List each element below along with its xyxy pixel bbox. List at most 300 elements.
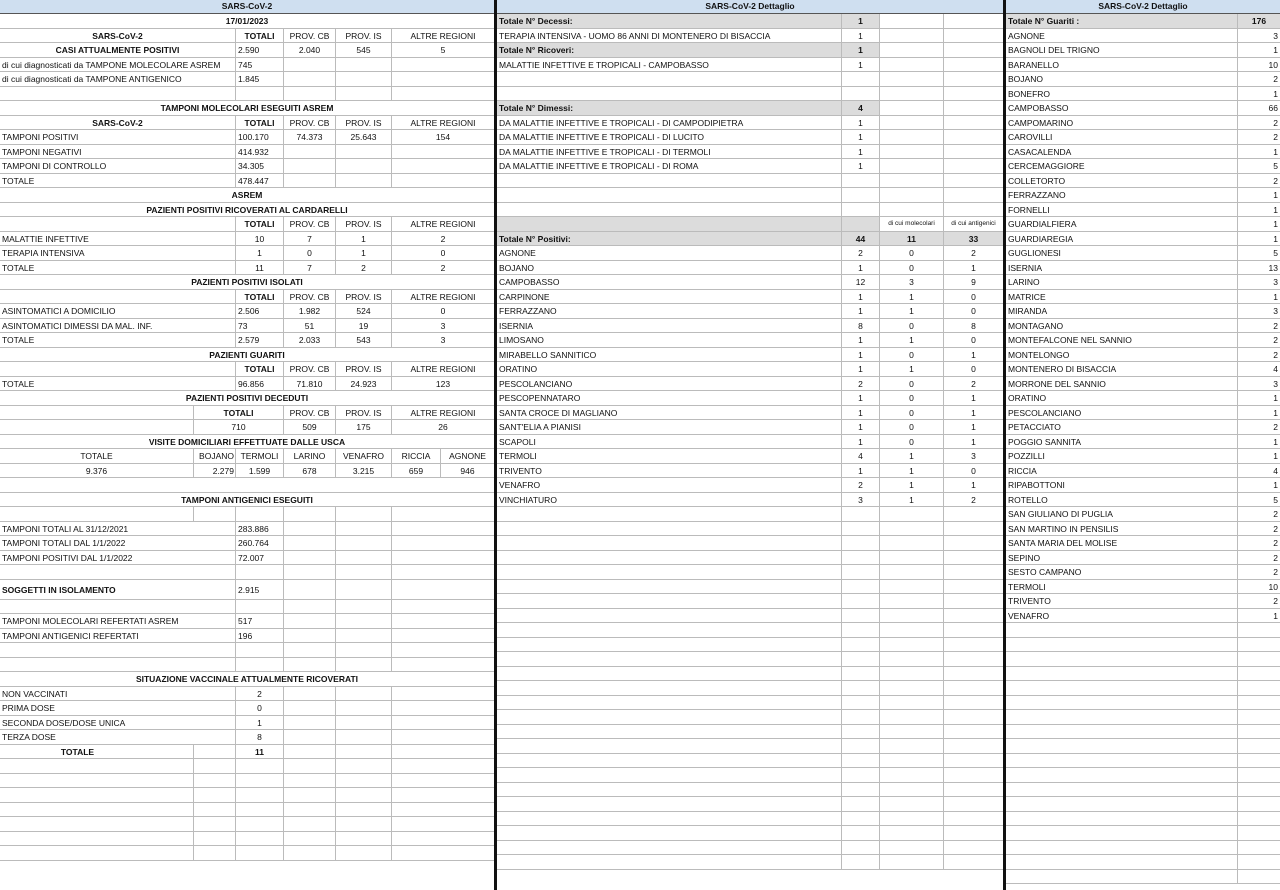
guariti-panel	[1006, 0, 1280, 890]
iso-label: ASINTOMATICI DIMESSI DA MAL. INF.	[0, 319, 236, 333]
dec-cb: 509	[284, 420, 336, 434]
empty-row	[0, 774, 494, 789]
empty-cell	[944, 638, 1003, 652]
empty-cell	[944, 580, 1003, 594]
empty-cell	[336, 774, 392, 788]
comune-label: CERCEMAGGIORE	[1006, 159, 1238, 173]
comune-val: 2	[1273, 552, 1278, 563]
empty-cell	[1238, 725, 1280, 739]
empty-cell	[1238, 681, 1280, 695]
empty-cell	[497, 609, 842, 623]
comune-val: 3	[1273, 277, 1278, 287]
empty-cell	[842, 783, 880, 797]
casi-tot: 2.590	[236, 43, 284, 57]
asrem-label: ASREM	[231, 190, 263, 200]
comune-tot: 3	[842, 493, 880, 507]
comune-tot: 1	[842, 464, 880, 478]
col-is: PROV. IS	[336, 116, 392, 130]
positivi-subheader-row	[497, 217, 1003, 232]
empty-row	[497, 623, 1003, 638]
table-row	[1006, 217, 1280, 232]
table-row	[1006, 159, 1280, 174]
tamp-ctrl-label: TAMPONI DI CONTROLLO	[0, 159, 236, 173]
empty-cell	[392, 803, 494, 817]
ric-label: TERAPIA INTENSIVA	[0, 246, 236, 260]
usca-col: VENAFRO	[336, 449, 392, 463]
empty-cell	[880, 812, 944, 826]
comune-val: 1	[1273, 451, 1278, 461]
empty-row	[0, 658, 494, 673]
comune-ant: 1	[971, 262, 976, 273]
table-row	[1006, 507, 1280, 522]
empty-row	[1006, 623, 1280, 638]
comune-label: FORNELLI	[1006, 203, 1238, 217]
ric-cb: 7	[284, 232, 336, 246]
table-row	[497, 420, 1003, 435]
col-totali: TOTALI	[236, 290, 284, 304]
table-row	[1006, 391, 1280, 406]
header-row	[0, 29, 494, 44]
comune-mol: 0	[880, 246, 944, 260]
comune-val: 3	[1273, 30, 1278, 41]
empty-cell	[944, 522, 1003, 536]
comune-label: AGNONE	[1006, 29, 1238, 43]
empty-cell	[944, 826, 1003, 840]
empty-cell	[1238, 768, 1280, 782]
ant-label: TAMPONI TOTALI AL 31/12/2021	[0, 522, 236, 536]
usca-col: TOTALE	[0, 449, 194, 463]
comune-tot: 1	[842, 406, 880, 420]
table-row	[0, 536, 494, 551]
empty-cell	[0, 774, 194, 788]
positivi-ant: 33	[968, 233, 979, 244]
col-altre: ALTRE REGIONI	[410, 219, 476, 229]
table-row	[497, 449, 1003, 464]
empty-row	[1006, 739, 1280, 754]
table-row	[1006, 130, 1280, 145]
comune-ant: 0	[971, 335, 976, 345]
table-row	[1006, 72, 1280, 87]
table-row	[0, 304, 494, 319]
ric-altre: 0	[440, 248, 446, 258]
section-title	[0, 101, 494, 116]
empty-cell	[944, 768, 1003, 782]
empty-cell	[1238, 696, 1280, 710]
empty-row	[1006, 696, 1280, 711]
tamp-tot-label: TOTALE	[0, 174, 236, 188]
empty-row	[1006, 826, 1280, 841]
col-label: SARS-CoV-2	[0, 29, 236, 43]
dimessi-item-val: 1	[842, 130, 880, 144]
col-altre: ALTRE REGIONI	[410, 117, 476, 128]
table-row	[497, 275, 1003, 290]
empty-row	[0, 803, 494, 818]
positivi-mol: 11	[880, 232, 944, 246]
col-altre: ALTRE REGIONI	[410, 407, 476, 418]
dimessi-item: DA MALATTIE INFETTIVE E TROPICALI - DI LUCITO	[497, 130, 842, 144]
empty-cell	[0, 788, 194, 802]
empty-row	[0, 643, 494, 658]
empty-cell	[497, 855, 842, 869]
empty-row	[0, 846, 494, 861]
decessi-item: TERAPIA INTENSIVA - UOMO 86 ANNI DI MONTENERO DI BISACCIA	[497, 29, 842, 43]
empty-cell	[0, 846, 194, 860]
empty-cell	[944, 594, 1003, 608]
vac-label: SECONDA DOSE/DOSE UNICA	[0, 716, 236, 730]
empty-cell	[194, 846, 236, 860]
comune-tot: 1	[842, 290, 880, 304]
comune-mol: 1	[880, 304, 944, 318]
empty-cell	[194, 803, 236, 817]
empty-cell	[1238, 841, 1280, 855]
section-title	[0, 348, 494, 363]
empty-cell	[1238, 783, 1280, 797]
casi-ant-label: di cui diagnosticati da TAMPONE ANTIGENICO	[0, 72, 236, 86]
col-molecolari: di cui molecolari	[880, 217, 944, 231]
comune-val: 2	[1273, 335, 1278, 345]
comune-label: SAN MARTINO IN PENSILIS	[1006, 522, 1238, 536]
dimessi-total-row	[497, 101, 1003, 116]
empty-cell	[497, 652, 842, 666]
section-title	[0, 275, 494, 290]
comune-val: 1	[1273, 204, 1278, 215]
empty-cell	[497, 725, 842, 739]
usca-col: BOJANO	[194, 449, 236, 463]
empty-cell	[842, 623, 880, 637]
comune-mol: 0	[880, 261, 944, 275]
empty-row	[1006, 710, 1280, 725]
empty-cell	[944, 681, 1003, 695]
comune-val: 2	[1273, 523, 1278, 534]
guariti-total-row	[1006, 14, 1280, 29]
empty-cell	[1006, 768, 1238, 782]
table-row	[0, 701, 494, 716]
comune-label: CASACALENDA	[1006, 145, 1238, 159]
iso-cb: 51	[284, 319, 336, 333]
table-row	[1006, 348, 1280, 363]
casi-ant-row	[0, 72, 494, 87]
empty-cell	[284, 832, 336, 846]
ric-label: MALATTIE INFETTIVE	[0, 232, 236, 246]
comune-tot: 1	[842, 435, 880, 449]
empty-cell	[1006, 797, 1238, 811]
empty-cell	[497, 768, 842, 782]
comune-mol: 1	[880, 449, 944, 463]
comune-mol: 0	[880, 391, 944, 405]
comune-val: 2	[1273, 538, 1278, 548]
dimessi-item: DA MALATTIE INFETTIVE E TROPICALI - DI TERMOLI	[497, 145, 842, 159]
empty-cell	[944, 667, 1003, 681]
guariti-label: Totale N° Guariti :	[1006, 14, 1238, 28]
table-row	[1006, 29, 1280, 44]
empty-cell	[842, 797, 880, 811]
empty-cell	[1238, 652, 1280, 666]
comune-label: MATRICE	[1006, 290, 1238, 304]
comune-label: GUARDIALFIERA	[1006, 217, 1238, 231]
comune-mol: 0	[880, 377, 944, 391]
empty-row	[497, 507, 1003, 522]
comune-val: 10	[1268, 581, 1278, 592]
tamp-ctrl-row	[0, 159, 494, 174]
dimessi-item: DA MALATTIE INFETTIVE E TROPICALI - DI CAMPODIPIETRA	[497, 116, 842, 130]
comune-ant: 2	[971, 494, 976, 505]
antigenici-title: TAMPONI ANTIGENICI ESEGUITI	[181, 494, 313, 505]
usca-title: VISITE DOMICILIARI EFFETTUATE DALLE USCA	[148, 436, 346, 447]
empty-row	[497, 551, 1003, 566]
empty-cell	[497, 507, 842, 521]
empty-cell	[284, 817, 336, 831]
table-row	[1006, 101, 1280, 116]
vac-tot: 2	[236, 687, 284, 701]
comune-label: GUARDIAREGIA	[1006, 232, 1238, 246]
empty-cell	[194, 832, 236, 846]
comune-label: ROTELLO	[1006, 493, 1238, 507]
empty-cell	[497, 565, 842, 579]
comune-val: 5	[1273, 161, 1278, 171]
comune-ant: 8	[971, 320, 976, 331]
comune-val: 1	[1273, 233, 1278, 244]
empty-cell	[1006, 710, 1238, 724]
empty-cell	[497, 623, 842, 637]
col-label: SARS-CoV-2	[0, 116, 236, 130]
ricoveri-item-val: 1	[842, 58, 880, 72]
empty-cell	[284, 774, 336, 788]
iso-tot: 2.579	[236, 333, 284, 347]
empty-cell	[1006, 623, 1238, 637]
table-row	[1006, 522, 1280, 537]
col-cb: PROV. CB	[284, 290, 336, 304]
empty-row	[0, 788, 494, 803]
table-row	[0, 629, 494, 644]
summary-panel	[0, 0, 494, 890]
gua-tot: 96.856	[236, 377, 284, 391]
comune-label: CAROVILLI	[1006, 130, 1238, 144]
tamp-pos-is: 25.643	[336, 130, 392, 144]
empty-cell	[497, 754, 842, 768]
casi-cb: 2.040	[284, 43, 336, 57]
table-row	[0, 246, 494, 261]
comune-label: SANT'ELIA A PIANISI	[497, 420, 842, 434]
col-cb: PROV. CB	[284, 362, 336, 376]
comune-tot: 1	[842, 333, 880, 347]
ant-tot: 283.886	[236, 522, 284, 536]
positivi-list	[497, 246, 1003, 507]
comune-label: COLLETORTO	[1006, 174, 1238, 188]
empty-cell	[944, 725, 1003, 739]
comune-label: FERRAZZANO	[497, 304, 842, 318]
empty-cell	[236, 846, 284, 860]
isolamento-tot: 2.915	[236, 580, 284, 599]
comune-label: SESTO CAMPANO	[1006, 565, 1238, 579]
comune-tot: 2	[842, 377, 880, 391]
empty-cell	[944, 565, 1003, 579]
vac-label: TERZA DOSE	[0, 730, 236, 744]
empty-cell	[1006, 638, 1238, 652]
comune-ant: 2	[971, 378, 976, 389]
empty-cell	[880, 565, 944, 579]
table-row	[497, 145, 1003, 160]
empty-row	[497, 710, 1003, 725]
empty-cell	[842, 667, 880, 681]
empty-row	[1006, 855, 1280, 870]
empty-row	[497, 754, 1003, 769]
ric-altre: 2	[440, 233, 446, 244]
empty-row	[1006, 754, 1280, 769]
col-cb: PROV. CB	[284, 29, 336, 43]
comune-label: PESCOLANCIANO	[497, 377, 842, 391]
table-row	[1006, 493, 1280, 508]
empty-cell	[497, 536, 842, 550]
empty-cell	[236, 803, 284, 817]
comune-ant: 1	[971, 407, 976, 418]
empty-cell	[497, 812, 842, 826]
comune-val: 1	[1273, 436, 1278, 447]
table-row	[1006, 174, 1280, 189]
table-row	[0, 333, 494, 348]
ric-cb: 0	[284, 246, 336, 260]
ricoveri-val: 1	[842, 43, 880, 57]
ant-tot: 260.764	[236, 536, 284, 550]
empty-cell	[944, 797, 1003, 811]
col-altre: ALTRE REGIONI	[410, 30, 476, 41]
comune-mol: 1	[880, 478, 944, 492]
section-title	[0, 391, 494, 406]
empty-cell	[1006, 812, 1238, 826]
tamp-pos-row	[0, 130, 494, 145]
comune-val: 1	[1273, 45, 1278, 55]
table-row	[497, 29, 1003, 44]
comune-mol: 1	[880, 362, 944, 376]
empty-cell	[1006, 652, 1238, 666]
comune-ant: 1	[971, 349, 976, 360]
empty-cell	[944, 623, 1003, 637]
empty-cell	[1006, 855, 1238, 869]
empty-cell	[194, 788, 236, 802]
comune-ant: 0	[971, 465, 976, 476]
empty-cell	[880, 696, 944, 710]
usca-val: 1.599	[236, 464, 284, 478]
comune-val: 66	[1268, 103, 1278, 113]
table-row	[0, 730, 494, 745]
comune-ant: 1	[971, 422, 976, 432]
empty-cell	[284, 846, 336, 860]
table-row	[1006, 565, 1280, 580]
col-cb: PROV. CB	[284, 217, 336, 231]
dimessi-label: Totale N° Dimessi:	[497, 101, 842, 115]
empty-cell	[1238, 667, 1280, 681]
header-row	[0, 362, 494, 377]
comune-label: ORATINO	[1006, 391, 1238, 405]
empty-row	[1006, 652, 1280, 667]
empty-cell	[842, 580, 880, 594]
comune-val: 5	[1273, 494, 1278, 505]
comune-ant: 2	[971, 248, 976, 258]
comune-val: 1	[1273, 407, 1278, 418]
comune-tot: 1	[842, 391, 880, 405]
table-row	[0, 551, 494, 566]
guariti-list	[1006, 29, 1280, 624]
usca-header-row	[0, 449, 494, 464]
empty-row	[1006, 681, 1280, 696]
empty-row	[0, 478, 494, 493]
header-row	[0, 116, 494, 131]
comune-mol: 0	[880, 319, 944, 333]
comune-label: CAMPOBASSO	[497, 275, 842, 289]
empty-cell	[1006, 667, 1238, 681]
comune-ant: 0	[971, 291, 976, 302]
iso-cb: 1.982	[284, 304, 336, 318]
empty-cell	[1006, 826, 1238, 840]
tamp-neg-row	[0, 145, 494, 160]
comune-val: 2	[1273, 349, 1278, 360]
table-row	[1006, 246, 1280, 261]
comune-label: SANTA MARIA DEL MOLISE	[1006, 536, 1238, 550]
ref-label: TAMPONI MOLECOLARI REFERTATI ASREM	[0, 614, 236, 628]
comune-label: MONTAGANO	[1006, 319, 1238, 333]
empty-cell	[284, 788, 336, 802]
comune-label: VENAFRO	[1006, 609, 1238, 623]
gua-cb: 71.810	[284, 377, 336, 391]
empty-cell	[392, 788, 494, 802]
empty-cell	[1238, 638, 1280, 652]
tamp-ctrl-tot: 34.305	[236, 159, 284, 173]
empty-cell	[336, 846, 392, 860]
empty-cell	[842, 826, 880, 840]
empty-cell	[497, 667, 842, 681]
comune-mol: 0	[880, 420, 944, 434]
empty-cell	[497, 710, 842, 724]
empty-grid	[497, 507, 1003, 870]
comune-ant: 1	[971, 480, 976, 490]
gua-altre: 123	[435, 378, 451, 389]
empty-cell	[1006, 783, 1238, 797]
empty-cell	[880, 623, 944, 637]
empty-row	[497, 652, 1003, 667]
usca-val: 678	[284, 464, 336, 478]
empty-row	[497, 174, 1003, 189]
empty-row	[1006, 812, 1280, 827]
empty-cell	[236, 774, 284, 788]
comune-tot: 1	[842, 362, 880, 376]
empty-row	[0, 832, 494, 847]
dimessi-item-val: 1	[842, 116, 880, 130]
empty-cell	[944, 609, 1003, 623]
empty-row	[1006, 797, 1280, 812]
empty-cell	[880, 855, 944, 869]
usca-val: 659	[392, 464, 441, 478]
empty-cell	[497, 551, 842, 565]
empty-cell	[194, 817, 236, 831]
table-row	[0, 522, 494, 537]
empty-cell	[497, 841, 842, 855]
empty-row	[0, 507, 494, 522]
comune-label: RIPABOTTONI	[1006, 478, 1238, 492]
comune-label: ISERNIA	[497, 319, 842, 333]
col-altre: ALTRE REGIONI	[410, 364, 476, 374]
empty-cell	[1006, 725, 1238, 739]
empty-cell	[497, 580, 842, 594]
empty-cell	[842, 638, 880, 652]
empty-cell	[842, 536, 880, 550]
comune-label: BONEFRO	[1006, 87, 1238, 101]
empty-cell	[880, 551, 944, 565]
col-cb: PROV. CB	[284, 406, 336, 420]
table-row	[1006, 362, 1280, 377]
ant-tot: 72.007	[236, 551, 284, 565]
comune-label: BOJANO	[497, 261, 842, 275]
comune-val: 4	[1273, 364, 1278, 374]
dec-tot: 710	[194, 420, 284, 434]
